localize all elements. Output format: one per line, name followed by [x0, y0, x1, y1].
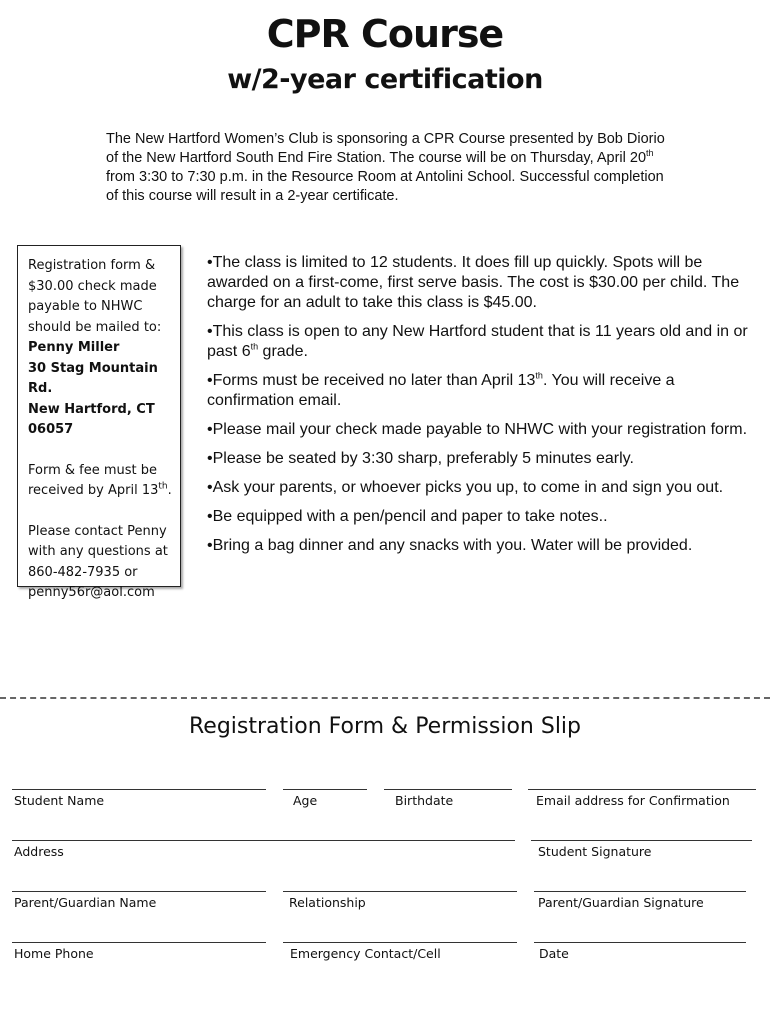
parent-name-field[interactable]	[12, 891, 266, 892]
relationship-field[interactable]	[283, 891, 517, 892]
date-field[interactable]	[534, 942, 746, 943]
rule-item	[207, 322, 762, 362]
rule-item: •Bring a bag dinner and any snacks with you. Water will be provided.	[207, 537, 693, 554]
contact-phone: 860-482-7935 or	[28, 564, 138, 580]
age-field[interactable]	[283, 789, 367, 790]
email-field[interactable]	[528, 789, 756, 790]
page-title: CPR Course	[266, 12, 504, 56]
rule-item: •Please be seated by 3:30 sharp, preferably 5 minutes early.	[207, 450, 634, 467]
rule-item	[207, 371, 762, 411]
student-signature-label: Student Signature	[538, 844, 652, 859]
page-subtitle: w/2-year certification	[227, 64, 543, 95]
cut-line	[0, 697, 770, 699]
intro-paragraph	[106, 130, 676, 206]
deadline-end: .	[167, 483, 172, 498]
deadline-line-1: Form & fee must be	[28, 462, 158, 478]
birthdate-label: Birthdate	[395, 793, 454, 808]
sidebox-line: should be mailed to:	[28, 319, 162, 335]
deadline-text: received by April 13	[28, 483, 159, 498]
deadline-line-2	[28, 481, 180, 502]
deadline-sup: th	[158, 481, 168, 492]
intro-text-1: The New Hartford Women’s Club is sponsoring a CPR Course presented by Bob Diorio of the New Hartford South End Fire Station. The course will be on Thursday, April 20	[106, 131, 665, 166]
intro-sup: th	[646, 148, 654, 159]
mailing-info-box	[17, 245, 181, 600]
home-phone-field[interactable]	[12, 942, 266, 943]
parent-signature-field[interactable]	[534, 891, 746, 892]
sidebox-line: $30.00 check made	[28, 278, 157, 294]
rule-text: •Forms must be received no later than April 13	[207, 372, 536, 389]
mail-recipient-name: Penny Miller	[28, 340, 120, 355]
student-name-field[interactable]	[12, 789, 266, 790]
contact-line: Please contact Penny	[28, 523, 167, 539]
sidebox-line: Registration form &	[28, 258, 156, 273]
rule-sup: th	[535, 370, 543, 381]
emergency-contact-label: Emergency Contact/Cell	[290, 946, 441, 961]
mail-city: New Hartford, CT	[28, 401, 155, 417]
rule-text: grade.	[258, 343, 308, 360]
intro-text-2: from 3:30 to 7:30 p.m. in the Resource Room at Antolini School. Successful completion of this course will result in a 2-year certificate.	[106, 169, 664, 204]
address-label: Address	[14, 844, 64, 859]
birthdate-field[interactable]	[384, 789, 512, 790]
parent-signature-label: Parent/Guardian Signature	[538, 895, 704, 910]
parent-name-label: Parent/Guardian Name	[14, 895, 157, 910]
mail-zip: 06057	[28, 422, 74, 437]
rules-list	[207, 253, 762, 565]
rule-item: •Be equipped with a pen/pencil and paper to take notes..	[207, 508, 608, 525]
student-name-label: Student Name	[14, 793, 105, 808]
contact-line: with any questions at	[28, 544, 168, 559]
emergency-contact-field[interactable]	[283, 942, 517, 943]
rule-text: •This class is open to any New Hartford student that is 11 years old and in or past 6	[207, 323, 748, 360]
address-field[interactable]	[12, 840, 515, 841]
rule-item: •The class is limited to 12 students. It does fill up quickly. Spots will be awarded on a first-come, first serve basis. The cost is $30.00 per child. The charge for an adult to take this class is $45.00.	[207, 254, 740, 311]
home-phone-label: Home Phone	[14, 946, 94, 961]
rule-item: •Ask your parents, or whoever picks you up, to come in and sign you out.	[207, 479, 724, 496]
rule-text: . You will receive a confirmation email.	[207, 372, 675, 409]
relationship-label: Relationship	[289, 895, 366, 910]
form-title: Registration Form & Permission Slip	[188, 714, 582, 739]
rule-item: •Please mail your check made payable to NHWC with your registration form.	[207, 421, 748, 438]
student-signature-field[interactable]	[531, 840, 752, 841]
contact-email: penny56r@aol.com	[28, 585, 155, 600]
rule-sup: th	[250, 341, 259, 352]
mail-street: 30 Stag Mountain Rd.	[28, 360, 158, 396]
date-label: Date	[539, 946, 569, 961]
email-label: Email address for Confirmation	[536, 793, 730, 808]
sidebox-line: payable to NHWC	[28, 299, 143, 314]
age-label: Age	[293, 793, 318, 808]
